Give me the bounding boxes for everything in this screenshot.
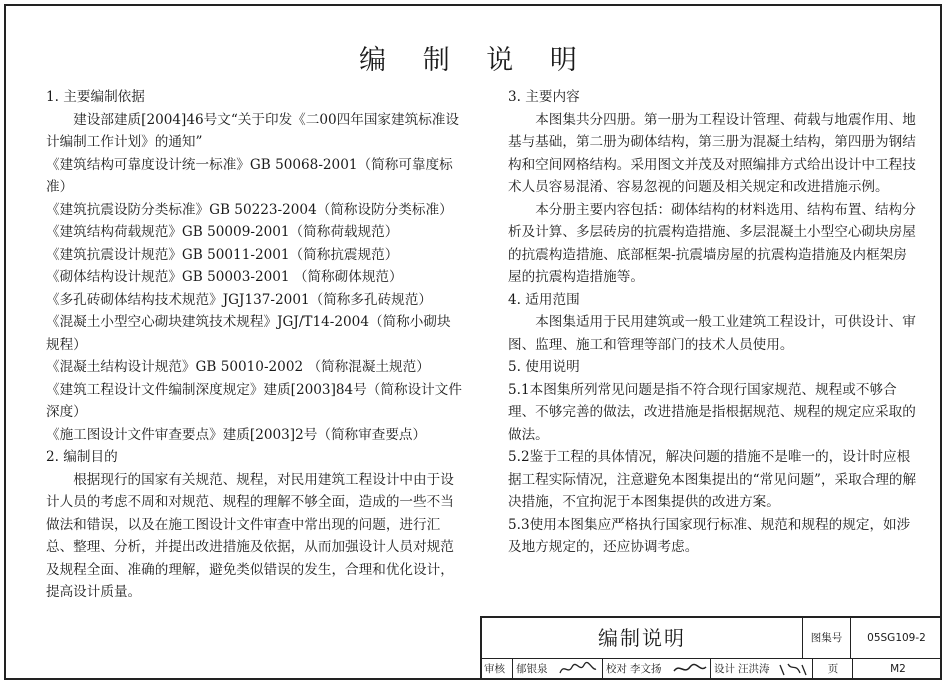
check-signature [672,661,708,677]
reference-item: 5.1本图集所列常见问题是指不符合现行国家规范、规程或不够合理、不够完善的做法，改进措施是指根据规范、规程的规定应采取的做法。 [508,381,916,443]
page-number: M2 [852,658,943,680]
reference-item: 《施工图设计文件审查要点》建质[2003]2号（简称审查要点） [46,426,427,443]
paragraph: 建设部建质[2004]46号文“关于印发《二00四年国家建筑标准设计编制工作计划》的通知” [46,111,459,150]
section-heading: 3. 主要内容 [508,89,580,105]
reference-item: 《多孔砖砌体结构技术规范》JGJ137-2001（简称多孔砖规范） [46,291,432,308]
design-signature [778,661,808,677]
paragraph: 本图集共分四册。第一册为工程设计管理、荷载与地震作用、地基与基础，第二册为砌体结构，第三册为混凝土结构，第四册为钢结构和空间网格结构。采用图文并茂及对照编排方式给出设计中工程技术人员容易混淆、容易忽视的问题及相关规定和改进措施示例。 [508,111,916,195]
reference-item: 《建筑结构可靠度设计统一标准》GB 50068-2001（简称可靠度标准） [46,156,453,195]
title-block [480,616,942,680]
reference-item: 《建筑工程设计文件编制深度规定》建质[2003]84号（简称设计文件深度） [46,381,462,420]
paragraph: 本图集适用于民用建筑或一般工业建筑工程设计，可供设计、审图、监理、施工和管理等部门的技术人员使用。 [508,314,916,353]
reference-item: 《混凝土结构设计规范》GB 50010-2002 （简称混凝土规范） [46,359,430,375]
reference-item: 5.2鉴于工程的具体情况，解决问题的措施不是唯一的，设计时应根据工程实际情况，注意避免本图集提出的“常见问题”，采取合理的解决措施，不宜拘泥于本图集提供的改进方案。 [508,449,917,510]
review-signature [558,661,598,677]
design-label: 设计 [710,658,735,680]
paragraph: 根据现行的国家有关规范、规程，对民用建筑工程设计中由于设计人员的考虑不周和对规范、规程的理解不够全面，造成的一些不当做法和错误，以及在施工图设计文件审查中常出现的问题，进行汇总、整理、分析，并提出改进措施及依据，从而加强设计人员对规范及规程全面、准确的理解，避免类似错误的发生，合理和优化设计，提高设计质量。 [46,471,454,600]
atlas-number: 05SG109-2 [850,618,942,658]
reference-item: 《建筑抗震设防分类标准》GB 50223-2004（简称设防分类标准） [46,201,453,218]
reference-item: 《砌体结构设计规范》GB 50003-2001 （简称砌体规范） [46,269,403,285]
section-heading: 2. 编制目的 [46,449,118,465]
check-label: 校对 [602,658,627,680]
page-title: 编 制 说 明 [359,45,591,76]
reference-item: 《建筑抗震设计规范》GB 50011-2001（简称抗震规范） [46,246,399,263]
right-column [508,86,920,559]
check-name: 李文扬 [630,663,662,675]
section-heading: 5. 使用说明 [508,359,580,375]
review-name: 郁银泉 [512,658,548,680]
paragraph: 本分册主要内容包括：砌体结构的材料选用、结构布置、结构分析及计算、多层砖房的抗震构造措施、多层混凝土小型空心砌块房屋的抗震构造措施、底部框架-抗震墙房屋的抗震构造措施及内框架房屋的抗震构造措施等。 [508,201,916,285]
reference-item: 《建筑结构荷载规范》GB 50009-2001（简称荷载规范） [46,224,399,240]
design-name: 汪洪涛 [738,663,770,675]
reference-item: 《混凝土小型空心砌块建筑技术规程》JGJ/T14-2004（简称小砌块规程） [46,314,451,353]
section-heading: 4. 适用范围 [508,291,580,308]
review-label: 审核 [484,663,505,675]
section-heading: 1. 主要编制依据 [46,89,145,105]
page-label: 页 [812,658,853,680]
left-column [46,86,464,604]
title-block-title: 编制说明 [598,626,686,650]
reference-item: 5.3使用本图集应严格执行国家现行标准、规范和规程的规定，如涉及地方规定的，还应协调考虑。 [508,516,911,555]
atlas-number-label: 图集号 [802,618,850,658]
